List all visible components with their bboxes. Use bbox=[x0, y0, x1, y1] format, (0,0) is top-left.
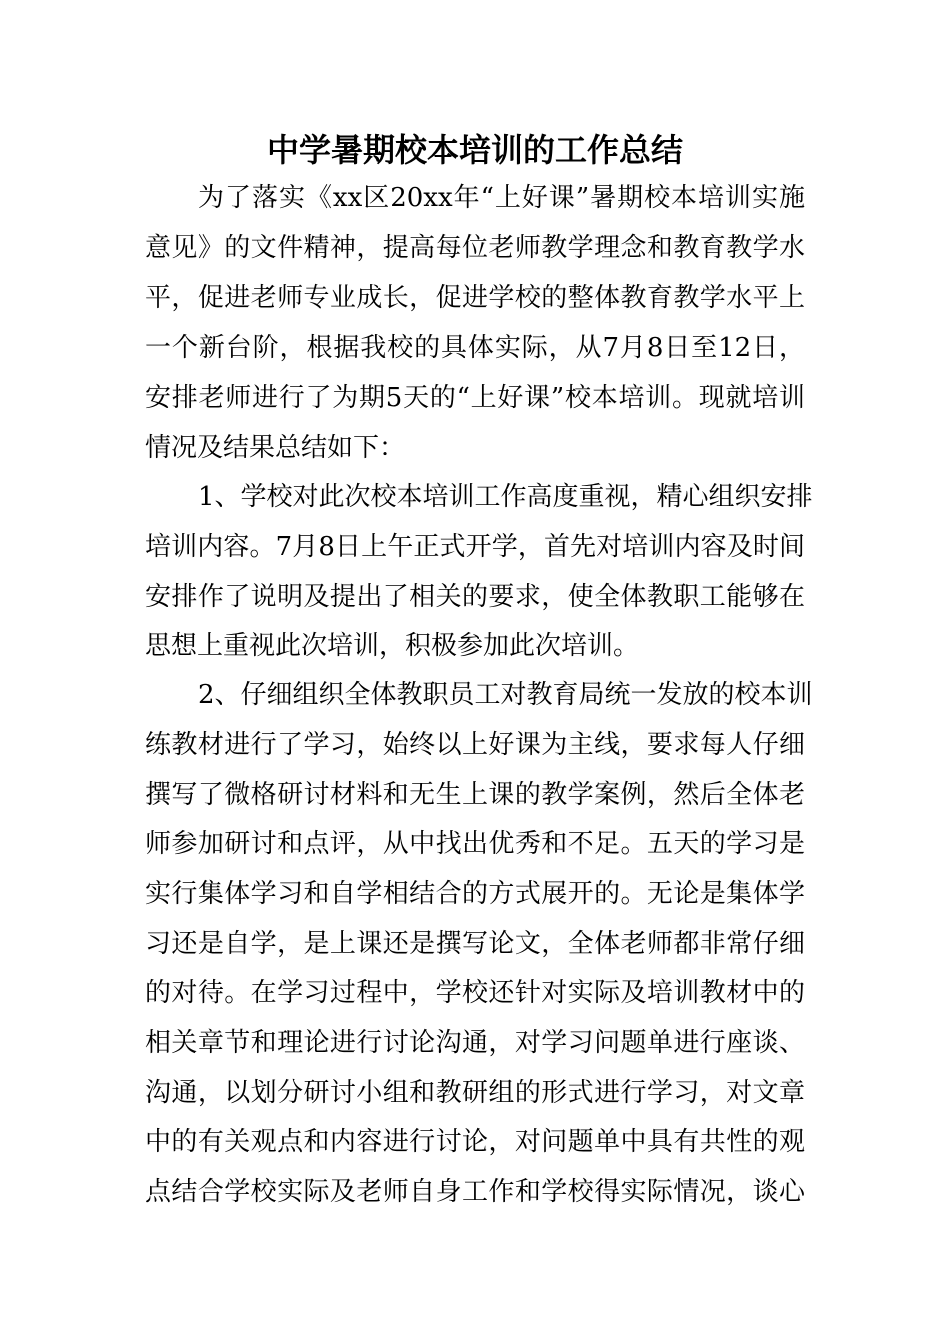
paragraph-line: 安排老师进行了为期5天的“上好课”校本培训。现就培训 bbox=[145, 383, 805, 413]
paragraph-line: 中的有关观点和内容进行讨论，对问题单中具有共性的观 bbox=[145, 1127, 805, 1157]
paragraph-line: 点结合学校实际及老师自身工作和学校得实际情况，谈心 bbox=[145, 1177, 805, 1207]
paragraph-line: 撰写了微格研讨材料和无生上课的教学案例，然后全体老 bbox=[145, 780, 805, 810]
paragraph-line: 培训内容。7月8日上午正式开学，首先对培训内容及时间 bbox=[145, 532, 805, 562]
paragraph-line: 实行集体学习和自学相结合的方式展开的。无论是集体学 bbox=[145, 879, 805, 909]
paragraph-line: 1、学校对此次校本培训工作高度重视，精心组织安排 bbox=[198, 482, 813, 512]
paragraph-line: 思想上重视此次培训，积极参加此次培训。 bbox=[145, 631, 640, 661]
paragraph-line: 相关章节和理论进行讨论沟通，对学习问题单进行座谈、 bbox=[145, 1028, 805, 1058]
paragraph-line: 2、仔细组织全体教职员工对教育局统一发放的校本训 bbox=[198, 680, 813, 710]
paragraph-line: 沟通，以划分研讨小组和教研组的形式进行学习，对文章 bbox=[145, 1078, 805, 1108]
paragraph-line: 习还是自学，是上课还是撰写论文，全体老师都非常仔细 bbox=[145, 929, 805, 959]
paragraph-line: 为了落实《xx区20xx年“上好课”暑期校本培训实施 bbox=[198, 183, 805, 213]
paragraph-line: 安排作了说明及提出了相关的要求，使全体教职工能够在 bbox=[145, 582, 805, 612]
paragraph-line: 练教材进行了学习，始终以上好课为主线，要求每人仔细 bbox=[145, 730, 805, 760]
paragraph-line: 一个新台阶，根据我校的具体实际，从7月8日至12日， bbox=[145, 333, 805, 363]
paragraph-line: 意见》的文件精神，提高每位老师教学理念和教育教学水 bbox=[145, 233, 805, 263]
document-title: 中学暑期校本培训的工作总结 bbox=[266, 131, 683, 169]
paragraph-line: 情况及结果总结如下： bbox=[145, 433, 406, 463]
paragraph-line: 平，促进老师专业成长，促进学校的整体教育教学水平上 bbox=[145, 283, 805, 313]
paragraph-line: 的对待。在学习过程中，学校还针对实际及培训教材中的 bbox=[145, 978, 805, 1008]
paragraph-line: 师参加研讨和点评，从中找出优秀和不足。五天的学习是 bbox=[145, 829, 805, 859]
